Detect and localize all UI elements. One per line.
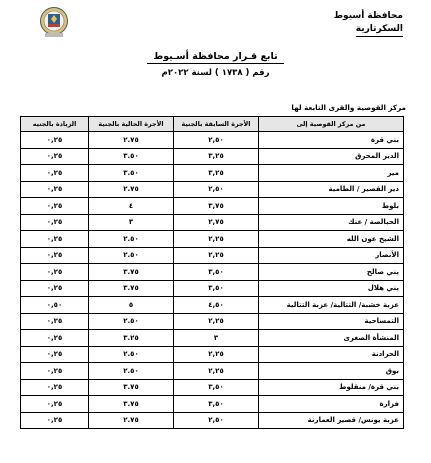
increase-cell: ٠,٢٥ — [21, 214, 89, 231]
current-fare-cell: ٣.٥٠ — [89, 148, 174, 165]
route-cell: بني قرة — [259, 132, 404, 149]
table-row — [21, 181, 404, 198]
current-fare-cell: ٣.٥٠ — [89, 165, 174, 182]
table-row — [21, 214, 404, 231]
current-fare-cell: ٢.٥٠ — [89, 231, 174, 248]
increase-cell: ٠,٢٥ — [21, 412, 89, 429]
table-row — [21, 379, 404, 396]
previous-fare-cell: ٢,٥٠ — [174, 412, 259, 429]
previous-fare-cell: ٢,٥٠ — [174, 181, 259, 198]
previous-fare-cell: ٢,٢٥ — [174, 363, 259, 380]
route-cell: الدير المحرق — [259, 148, 404, 165]
increase-cell: ٠,٢٥ — [21, 346, 89, 363]
previous-fare-cell: ٢,٢٥ — [174, 313, 259, 330]
previous-fare-cell: ٣,٥٠ — [174, 379, 259, 396]
current-fare-cell: ٤ — [89, 198, 174, 215]
route-cell: بني هلال — [259, 280, 404, 297]
table-row — [21, 346, 404, 363]
previous-fare-cell: ٣,٧٥ — [174, 198, 259, 215]
increase-cell: ٠,٥٠ — [21, 297, 89, 314]
table-row — [21, 148, 404, 165]
route-cell: بني قرة/ منقلوط — [259, 379, 404, 396]
column-header-increase: الزيادة بالجنيه — [21, 117, 89, 132]
previous-fare-cell: ٣,٢٥ — [174, 165, 259, 182]
table-row — [21, 264, 404, 281]
decree-number: رقم ( ١٧٣٨ ) لسنة ٢٠٢٢م — [161, 68, 270, 78]
previous-fare-cell: ٢,٢٥ — [174, 346, 259, 363]
current-fare-cell: ٣.٧٥ — [89, 396, 174, 413]
increase-cell: ٠,٢٥ — [21, 198, 89, 215]
increase-cell: ٠,٢٥ — [21, 148, 89, 165]
current-fare-cell: ٢.٥٠ — [89, 346, 174, 363]
route-cell: المنشأة الصغرى — [259, 330, 404, 347]
current-fare-cell: ٥ — [89, 297, 174, 314]
previous-fare-cell: ٢,٢٥ — [174, 231, 259, 248]
table-row — [21, 396, 404, 413]
route-cell: فزارة — [259, 396, 404, 413]
increase-cell: ٠,٢٥ — [21, 181, 89, 198]
route-cell: الحرادنة — [259, 346, 404, 363]
previous-fare-cell: ٤,٥٠ — [174, 297, 259, 314]
current-fare-cell: ٢.٧٥ — [89, 412, 174, 429]
governorate-seal-icon — [39, 6, 69, 38]
table-row — [21, 132, 404, 149]
previous-fare-cell: ٣ — [174, 330, 259, 347]
table-header-row — [21, 117, 404, 132]
current-fare-cell: ٣.٢٥ — [89, 330, 174, 347]
increase-cell: ٠,٢٥ — [21, 165, 89, 182]
increase-cell: ٠,٢٥ — [21, 280, 89, 297]
increase-cell: ٠,٢٥ — [21, 132, 89, 149]
table-row — [21, 198, 404, 215]
current-fare-cell: ٣.٧٥ — [89, 280, 174, 297]
org-department: السكرتارية — [356, 23, 403, 37]
increase-cell: ٠,٢٥ — [21, 231, 89, 248]
current-fare-cell: ٣.٧٥ — [89, 379, 174, 396]
org-name: محافظة أسيوط — [333, 11, 403, 21]
table-row — [21, 363, 404, 380]
increase-cell: ٠,٢٥ — [21, 330, 89, 347]
column-header-previous-fare: الأجرة السابقة بالجنية — [174, 117, 259, 132]
current-fare-cell: ٣ — [89, 214, 174, 231]
route-cell: دير القصير / الطامية — [259, 181, 404, 198]
current-fare-cell: ٢.٧٥ — [89, 181, 174, 198]
previous-fare-cell: ٣,٥٠ — [174, 396, 259, 413]
increase-cell: ٠,٢٥ — [21, 313, 89, 330]
fare-table — [20, 116, 404, 429]
table-row — [21, 247, 404, 264]
route-cell: الحبالصة / عنك — [259, 214, 404, 231]
table-row — [21, 313, 404, 330]
column-header-route: من مركز القوصية إلى — [259, 117, 404, 132]
current-fare-cell: ٢.٧٥ — [89, 132, 174, 149]
increase-cell: ٠,٢٥ — [21, 264, 89, 281]
previous-fare-cell: ٢,٢٥ — [174, 247, 259, 264]
table-row — [21, 280, 404, 297]
route-cell: عزبة يونس/ قصير العمارنة — [259, 412, 404, 429]
table-row — [21, 412, 404, 429]
route-cell: الشيخ عون الله — [259, 231, 404, 248]
previous-fare-cell: ٢,٥٠ — [174, 132, 259, 149]
current-fare-cell: ٢.٥٠ — [89, 363, 174, 380]
previous-fare-cell: ٢,٧٥ — [174, 214, 259, 231]
previous-fare-cell: ٣,٥٠ — [174, 280, 259, 297]
table-row — [21, 297, 404, 314]
route-cell: بني صالح — [259, 264, 404, 281]
route-cell: الأنصار — [259, 247, 404, 264]
table-row — [21, 165, 404, 182]
increase-cell: ٠,٢٥ — [21, 379, 89, 396]
current-fare-cell: ٣.٧٥ — [89, 264, 174, 281]
increase-cell: ٠,٢٥ — [21, 396, 89, 413]
increase-cell: ٠,٢٥ — [21, 247, 89, 264]
previous-fare-cell: ٣,٥٠ — [174, 264, 259, 281]
section-heading: مركز القوصية والقرى التابعة لها — [291, 103, 406, 112]
current-fare-cell: ٢.٥٠ — [89, 313, 174, 330]
table-row — [21, 231, 404, 248]
column-header-current-fare: الأجرة الحالية بالجنية — [89, 117, 174, 132]
current-fare-cell: ٢.٥٠ — [89, 247, 174, 264]
route-cell: مير — [259, 165, 404, 182]
table-row — [21, 330, 404, 347]
organization-header — [334, 10, 403, 37]
document-title: تابع قـرار محافظة أسـيوط — [0, 51, 431, 62]
route-cell: بوق — [259, 363, 404, 380]
previous-fare-cell: ٣,٢٥ — [174, 148, 259, 165]
route-cell: عزبة خشبة/ التتالية/ عزبة التتالية — [259, 297, 404, 314]
route-cell: التمساحية — [259, 313, 404, 330]
increase-cell: ٠,٢٥ — [21, 363, 89, 380]
route-cell: بلوط — [259, 198, 404, 215]
